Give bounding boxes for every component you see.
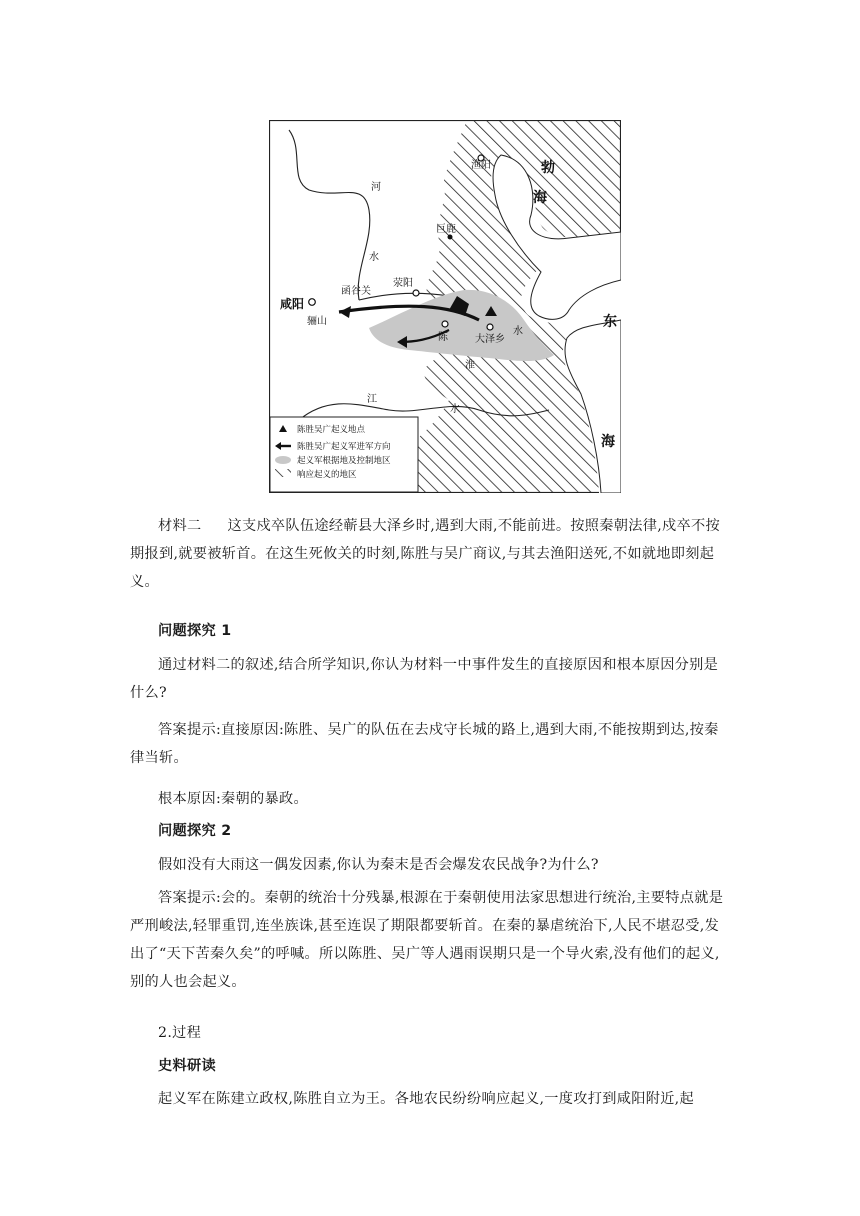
map-svg [269, 120, 621, 493]
label-huai: 淮 [465, 360, 475, 371]
xianyang-marker [309, 299, 316, 306]
label-chen: 陈 [438, 332, 448, 343]
last-paragraph: 起义军在陈建立政权,陈胜自立为王。各地农民纷纷响应起义,一度攻打到咸阳附近,起 [158, 1091, 694, 1107]
label-hai: 海 [601, 434, 615, 450]
section-2-heading: 2.过程 [158, 1025, 202, 1041]
inquiry-1-answer-direct: 答案提示:直接原因:陈胜、吴广的队伍在去戍守长城的路上,遇到大雨,不能按期到达,按秦律当斩。 [130, 722, 719, 766]
inquiry-2-title: 问题探究 2 [158, 823, 232, 839]
chen-marker [442, 321, 448, 327]
label-lishan: 骊山 [307, 316, 327, 327]
map-figure [269, 120, 621, 493]
label-dazexiang: 大泽乡 [475, 334, 505, 345]
label-river-shui2: 水 [513, 326, 523, 337]
label-xingyang: 荥阳 [393, 278, 413, 289]
source-reading-heading: 史料研读 [158, 1058, 216, 1074]
legend-item-uprising-site: 陈胜吴广起义地点 [297, 425, 366, 435]
label-hanguguan: 函谷关 [341, 286, 371, 297]
legend-item-responding-region: 响应起义的地区 [297, 470, 357, 480]
legend-item-controlled-area: 起义军根据地及控制地区 [297, 456, 391, 466]
material-2-body: 这支戍卒队伍途经蕲县大泽乡时,遇到大雨,不能前进。按照秦朝法律,戍卒不按期报到,就要被斩首。在这生死攸关的时刻,陈胜与吴广商议,与其去渔阳送死,不如就地即刻起义。 [130, 518, 720, 590]
legend-item-march-direction: 陈胜吴广起义军进军方向 [297, 442, 391, 452]
label-yuyang: 渔阳 [471, 160, 491, 171]
label-river-he: 河 [371, 182, 381, 193]
xingyang-marker [413, 290, 419, 296]
legend-hatch-icon [275, 469, 291, 477]
inquiry-2-question: 假如没有大雨这一偶发因素,你认为秦末是否会爆发农民战争?为什么? [158, 857, 599, 873]
label-dong: 东 [603, 314, 617, 330]
material-2-label: 材料二 [158, 518, 202, 534]
label-bohai-2: 海 [533, 190, 547, 206]
label-river-shui3: 水 [450, 404, 460, 415]
inquiry-2-answer: 答案提示:会的。秦朝的统治十分残暴,根源在于秦朝使用法家思想进行统治,主要特点就是严刑峻法,轻罪重罚,连坐族诛,甚至连误了期限都要斩首。在秦的暴虐统治下,人民不堪忍受,发出了“天下苦秦久矣”的呼喊。所以陈胜、吴广等人遇雨误期只是一个导火索,没有他们的起义,别的人也会起义。 [130, 890, 724, 990]
legend-area-icon [275, 456, 291, 464]
label-julu: 巨鹿 [436, 224, 456, 235]
dazexiang-marker [487, 324, 493, 330]
inquiry-1-question: 通过材料二的叙述,结合所学知识,你认为材料一中事件发生的直接原因和根本原因分别是什么? [130, 657, 719, 701]
material-2-paragraph [130, 512, 730, 596]
label-jiang: 江 [367, 394, 377, 405]
inquiry-1-title: 问题探究 1 [158, 623, 232, 639]
label-river-shui: 水 [369, 252, 379, 263]
label-xianyang: 咸阳 [280, 297, 305, 311]
julu-marker [448, 235, 453, 240]
label-bohai-1: 勃 [541, 160, 555, 176]
inquiry-1-answer-root: 根本原因:秦朝的暴政。 [158, 791, 308, 807]
map-legend [270, 417, 418, 492]
